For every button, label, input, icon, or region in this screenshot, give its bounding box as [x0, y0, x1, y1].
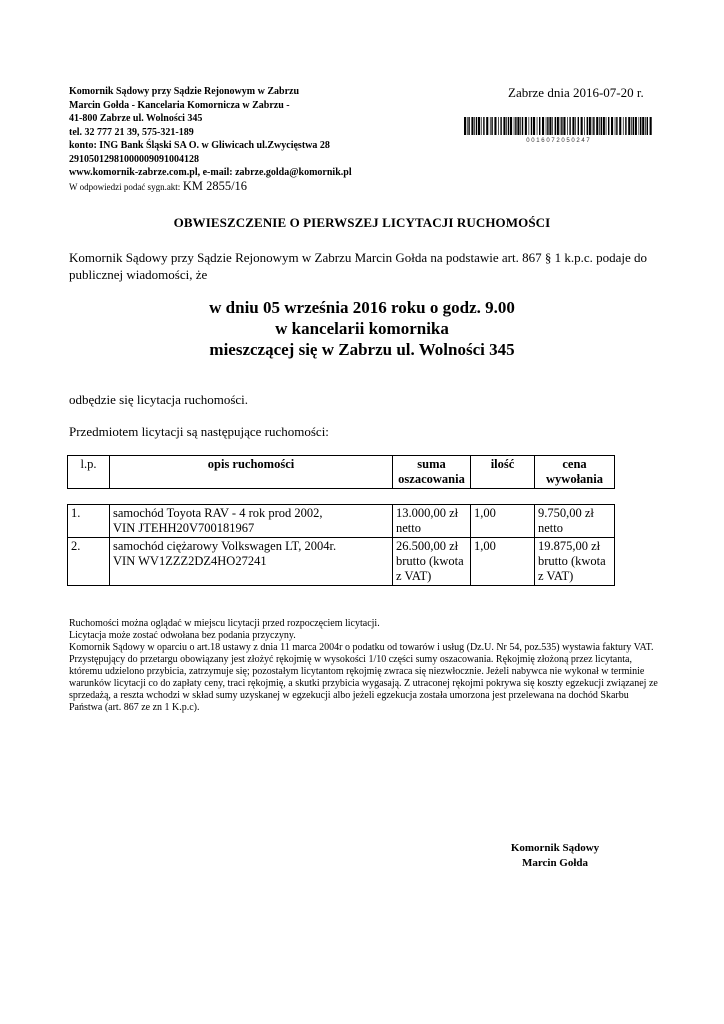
col-ilosc: ilość	[471, 456, 535, 489]
case-reference-value: KM 2855/16	[182, 178, 248, 193]
signature-block	[480, 841, 630, 871]
sender-phone: tel. 32 777 21 39, 575-321-189	[69, 126, 194, 138]
row-opis-line2: VIN WV1ZZZ2DZ4HO27241	[113, 554, 267, 568]
case-reference	[69, 180, 352, 195]
sender-name: Komornik Sądowy przy Sądzie Rejonowym w Zabrzu	[69, 86, 300, 97]
col-opis: opis ruchomości	[110, 456, 393, 489]
col-lp: l.p.	[68, 456, 110, 489]
note-viewing: Ruchomości można oglądać w miejscu licytacji przed rozpoczęciem licytacji.	[69, 618, 380, 629]
signature-name: Marcin Gołda	[521, 857, 589, 869]
row-ilosc: 1,00	[471, 538, 535, 586]
sender-address: 41-800 Zabrze ul. Wolności 345	[69, 113, 203, 124]
signature-title: Komornik Sądowy	[510, 842, 600, 854]
document-title: OBWIESZCZENIE O PIERWSZEJ LICYTACJI RUCHOMOŚCI	[173, 215, 551, 230]
row-cena: 9.750,00 zł netto	[535, 505, 615, 538]
intro-paragraph: Komornik Sądowy przy Sądzie Rejonowym w Zabrzu Marcin Gołda na podstawie art. 867 § 1 k.p.c. podaje do publicznej wiadomości, że	[69, 250, 648, 282]
barcode-digits: 0 0 1 6 0 7 2 0 5 0 2 4 7	[526, 138, 590, 143]
sender-bank: konto: ING Bank Śląski SA O. w Gliwicach ul.Zwycięstwa 28	[69, 140, 330, 151]
sender-account: 29105012981000009091004128	[69, 153, 199, 165]
row-cena: 19.875,00 zł brutto (kwota z VAT)	[535, 538, 615, 586]
row-opis	[110, 538, 393, 586]
row-lp: 1.	[68, 505, 110, 538]
auction-date: w dniu 05 września 2016 roku o godz. 9.00	[209, 298, 515, 317]
row-opis-line2: VIN JTEHH20V700181967	[113, 521, 255, 535]
auction-statement: odbędzie się licytacja ruchomości.	[69, 392, 249, 407]
table-row	[68, 538, 615, 586]
note-cancellation: Licytacja może zostać odwołana bez podania przyczyny.	[69, 630, 296, 641]
table-row	[68, 505, 615, 538]
items-table-header	[67, 455, 615, 489]
items-intro: Przedmiotem licytacji są następujące ruchomości:	[69, 424, 329, 439]
document-date: Zabrze dnia 2016-07-20 r.	[508, 85, 644, 100]
note-deposit: Przystępujący do przetargu obowiązany jest złożyć rękojmię w wysokości 1/10 części sumy oszacowania. Rękojmię złożoną przez licytanta, któremu udzielono przybicia, zatrzymuje się; pozostałym licytantom rękojmię zwraca się niezwłocznie. Jeżeli nabywca nie wykonał w terminie warunków licytacji co do zapłaty ceny, traci rękojmię, a skutki przybicia wygasają. Z utraconej rękojmi pokrywa się koszty egzekucji związanej ze sprzedażą, a reszta wchodzi w skład sumy uzyskanej w egzekucji albo jeżeli egzekucja została umorzona jest przelewana na dochód Skarbu Państwa (art. 867 ze zn 1 K.p.c).	[69, 654, 658, 713]
items-table	[67, 504, 615, 586]
col-suma: suma oszacowania	[393, 456, 471, 489]
auction-headline	[0, 297, 724, 360]
row-opis	[110, 505, 393, 538]
barcode	[463, 117, 653, 143]
sender-header	[69, 85, 352, 194]
auction-notes	[69, 618, 659, 714]
sender-office: Marcin Gołda - Kancelaria Komornicza w Zabrzu -	[69, 99, 290, 111]
sender-web: www.komornik-zabrze.com.pl, e-mail: zabrze.golda@komornik.pl	[69, 167, 352, 178]
row-suma: 13.000,00 zł netto	[393, 505, 471, 538]
col-cena: cena wywołania	[535, 456, 615, 489]
row-suma: 26.500,00 zł brutto (kwota z VAT)	[393, 538, 471, 586]
table-header-row	[68, 456, 615, 489]
auction-place: w kancelarii komornika	[275, 319, 449, 338]
case-reference-label: W odpowiedzi podać sygn.akt:	[69, 181, 181, 192]
auction-address: mieszczącej się w Zabrzu ul. Wolności 345	[209, 340, 515, 359]
note-vat: Komornik Sądowy w oparciu o art.18 ustawy z dnia 11 marca 2004r o podatku od towarów i usług (Dz.U. Nr 54, poz.535) wystawia faktury VAT.	[69, 642, 654, 653]
row-opis-line1: samochód ciężarowy Volkswagen LT, 2004r.	[113, 539, 337, 553]
row-lp: 2.	[68, 538, 110, 586]
row-ilosc: 1,00	[471, 505, 535, 538]
row-opis-line1: samochód Toyota RAV - 4 rok prod 2002,	[113, 506, 323, 520]
